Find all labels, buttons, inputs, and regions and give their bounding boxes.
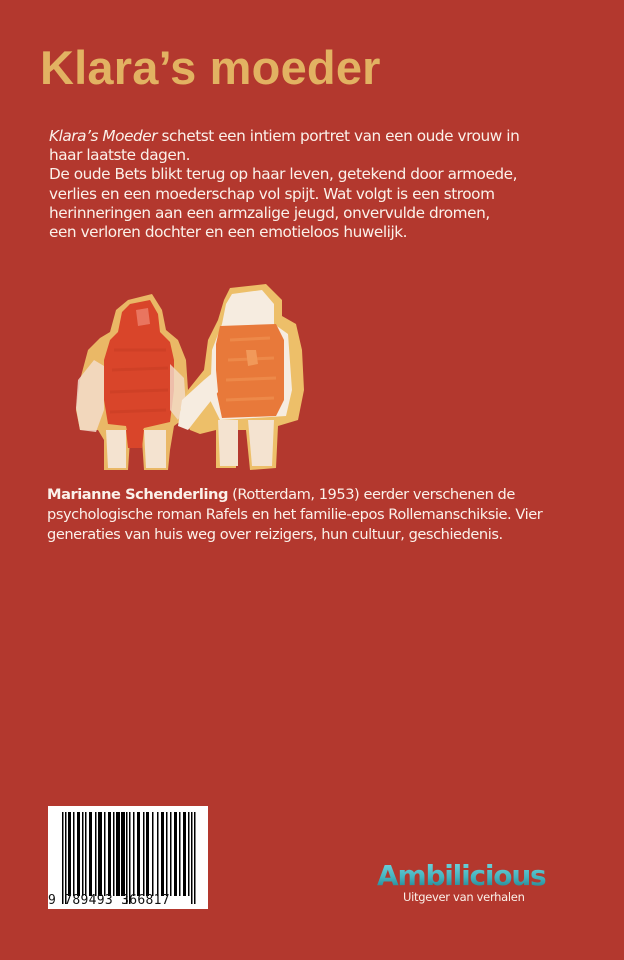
isbn-number: 9 789493 366817 (48, 893, 170, 908)
blurb-line-2: haar laatste dagen. (49, 146, 191, 165)
author-bio (47, 485, 617, 544)
isbn-barcode (48, 806, 208, 909)
book-title: Klara’s moeder (40, 41, 381, 94)
publisher-tagline: Uitgever van verhalen (403, 890, 525, 904)
blurb-line-6: een verloren dochter en een emotieloos huwelijk. (49, 223, 408, 242)
author-name: Marianne Schenderling (47, 486, 228, 503)
author-line-3: generaties van huis weg over reizigers, hun cultuur, geschiedenis. (47, 525, 503, 543)
author-line-1: Marianne Schenderling (Rotterdam, 1953) eerder verschenen de (47, 486, 515, 503)
blurb-title-italic: Klara’s Moeder (49, 127, 158, 145)
blurb-line-4: verlies en een moederschap vol spijt. Wat volgt is een stroom (49, 184, 495, 203)
author-line-2: psychologische roman Rafels en het familie-epos Rollemanschiksie. Vier (47, 505, 543, 523)
cover-illustration (70, 280, 330, 480)
blurb-line-3: De oude Bets blikt terug op haar leven, getekend door armoede, (49, 165, 518, 184)
publisher-name: Ambilicious (377, 862, 597, 890)
blurb-line-1: Klara’s Moeder schetst een intiem portret van een oude vrouw in (49, 127, 520, 145)
book-blurb (49, 127, 609, 242)
publisher-logo (377, 859, 597, 904)
two-figures-holding-hands-image (70, 280, 330, 480)
blurb-line-5: herinneringen aan een armzalige jeugd, onvervulde dromen, (49, 203, 490, 222)
